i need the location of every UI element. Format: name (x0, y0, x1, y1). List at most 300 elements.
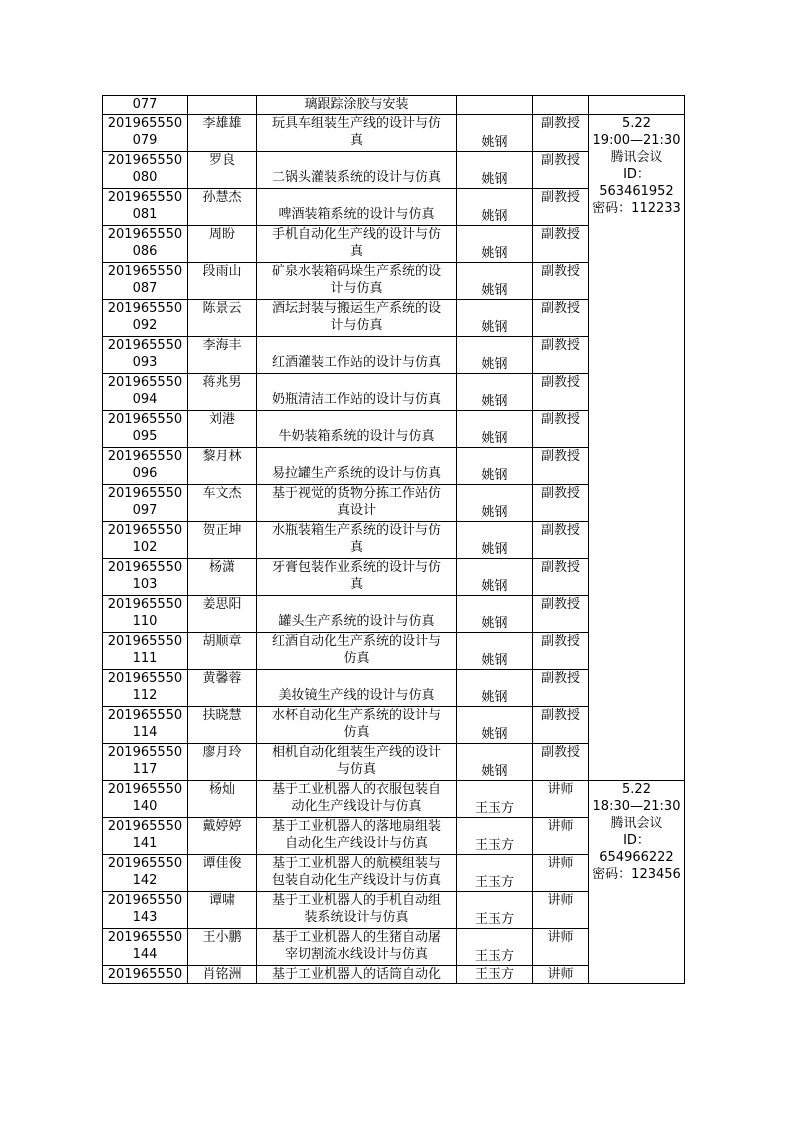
thesis-title-line: 啤酒装箱系统的设计与仿真 (278, 207, 435, 222)
student-id-cell (103, 96, 188, 115)
session-id-label: ID： (623, 833, 650, 848)
advisor-name: 姚钢 (481, 357, 508, 372)
advisor-title-cell (533, 596, 589, 633)
advisor-name: 姚钢 (481, 542, 508, 557)
thesis-title-line: 真 (349, 577, 363, 592)
student-name-cell (188, 670, 257, 707)
advisor-title-cell (533, 263, 589, 300)
thesis-title-cell (257, 485, 457, 522)
student-id-line: 080 (132, 170, 158, 185)
advisor-name: 姚钢 (481, 468, 508, 483)
thesis-title-cell (257, 152, 457, 189)
thesis-title-cell (257, 855, 457, 892)
thesis-title-line: 红酒灌装工作站的设计与仿真 (271, 355, 441, 370)
advisor-cell (457, 707, 533, 744)
student-id-line: 111 (132, 651, 158, 666)
thesis-title-line: 真 (349, 244, 363, 259)
advisor-name: 姚钢 (481, 579, 508, 594)
thesis-title-line: 红酒自动化生产系统的设计与 (271, 634, 441, 649)
student-id-cell (103, 374, 188, 411)
advisor-title-cell (533, 855, 589, 892)
student-name: 谭啸 (208, 893, 235, 908)
thesis-title-line (259, 596, 454, 613)
student-name-cell (188, 522, 257, 559)
thesis-title-cell (257, 596, 457, 633)
thesis-title-cell (257, 966, 457, 984)
advisor-cell (457, 670, 533, 707)
student-name-cell (188, 781, 257, 818)
advisor-title: 副教授 (540, 412, 580, 427)
thesis-title-cell (257, 707, 457, 744)
advisor-title-cell (533, 300, 589, 337)
session-info-cell (589, 781, 685, 984)
advisor-title-cell (533, 707, 589, 744)
student-id-line: 201965550 (107, 819, 183, 834)
advisor-cell (457, 374, 533, 411)
student-id-line: 144 (132, 947, 158, 962)
thesis-title-line: 罐头生产系统的设计与仿真 (278, 614, 435, 629)
thesis-title-line (259, 374, 454, 391)
thesis-title-line (259, 448, 454, 465)
advisor-title-cell (533, 522, 589, 559)
student-id-cell (103, 707, 188, 744)
advisor-name: 姚钢 (481, 283, 508, 298)
advisor-name: 王玉方 (474, 801, 514, 816)
advisor-name: 姚钢 (481, 505, 508, 520)
advisor-name: 王玉方 (474, 949, 514, 964)
student-id-cell (103, 189, 188, 226)
student-id-line: 086 (132, 244, 158, 259)
student-name-cell (188, 226, 257, 263)
advisor-title-cell (533, 485, 589, 522)
student-name-cell (188, 411, 257, 448)
student-name: 扶晓慧 (202, 708, 242, 723)
student-name-cell (188, 596, 257, 633)
advisor-name: 姚钢 (481, 764, 508, 779)
student-id-line: 201965550 (107, 412, 183, 427)
student-name-cell (188, 966, 257, 984)
student-id-cell (103, 300, 188, 337)
thesis-title-cell (257, 411, 457, 448)
student-id-cell (103, 633, 188, 670)
thesis-title-cell (257, 226, 457, 263)
advisor-title-cell (533, 374, 589, 411)
student-name-cell (188, 818, 257, 855)
advisor-title: 副教授 (540, 227, 580, 242)
student-name-cell (188, 448, 257, 485)
advisor-title: 讲师 (547, 856, 574, 871)
session-info-cell (589, 115, 685, 781)
advisor-cell (457, 559, 533, 596)
student-id-cell (103, 559, 188, 596)
student-id-cell (103, 966, 188, 984)
advisor-title: 副教授 (540, 375, 580, 390)
student-id-line: 081 (132, 207, 158, 222)
advisor-cell (457, 633, 533, 670)
thesis-title-line: 计与仿真 (330, 318, 383, 333)
student-id-cell (103, 152, 188, 189)
student-id-line: 140 (132, 799, 158, 814)
student-id-line: 201965550 (107, 116, 183, 131)
student-name-cell (188, 115, 257, 152)
table-row (103, 781, 685, 818)
thesis-title-line: 真 (349, 540, 363, 555)
student-id-line: 097 (132, 503, 158, 518)
advisor-title: 副教授 (540, 745, 580, 760)
thesis-title-line: 手机自动化生产线的设计与仿 (271, 227, 441, 242)
student-id-line: 201965550 (107, 523, 183, 538)
student-id-line: 201965550 (107, 153, 183, 168)
student-id-line: 112 (132, 688, 158, 703)
student-id-cell (103, 448, 188, 485)
student-name-cell (188, 337, 257, 374)
advisor-title: 讲师 (547, 782, 574, 797)
thesis-title-line: 相机自动化组装生产线的设计 (271, 745, 441, 760)
advisor-cell (457, 96, 533, 115)
advisor-title-cell (533, 189, 589, 226)
student-id-line: 201965550 (107, 782, 183, 797)
session-date: 5.22 (622, 116, 651, 131)
advisor-title: 副教授 (540, 523, 580, 538)
student-name: 戴婷婷 (202, 819, 242, 834)
advisor-title-cell (533, 337, 589, 374)
thesis-title-line: 动化生产线设计与仿真 (291, 799, 422, 814)
session-time: 19:00—21:30 (592, 133, 681, 148)
thesis-title-line: 水瓶装箱生产系统的设计与仿 (271, 523, 441, 538)
advisor-name: 王玉方 (474, 967, 514, 982)
student-id-line: 201965550 (107, 338, 183, 353)
student-id-line: 201965550 (107, 745, 183, 760)
advisor-cell (457, 744, 533, 781)
thesis-title-cell (257, 522, 457, 559)
defense-schedule-table (102, 95, 685, 984)
student-id-cell (103, 263, 188, 300)
advisor-name: 王玉方 (474, 912, 514, 927)
schedule-body (103, 96, 685, 984)
student-name: 姜思阳 (202, 597, 242, 612)
student-id-cell (103, 485, 188, 522)
advisor-cell (457, 892, 533, 929)
advisor-title-cell (533, 781, 589, 818)
student-id-line: 142 (132, 873, 158, 888)
thesis-title-cell (257, 670, 457, 707)
student-id-cell (103, 744, 188, 781)
thesis-title-cell (257, 892, 457, 929)
advisor-name: 王玉方 (474, 875, 514, 890)
advisor-title: 副教授 (540, 449, 580, 464)
student-id-line: 201965550 (107, 227, 183, 242)
student-name-cell (188, 707, 257, 744)
thesis-title-cell (257, 263, 457, 300)
session-pwd: 密码：112233 (592, 201, 681, 216)
student-name: 胡顺章 (202, 634, 242, 649)
student-id-line: 087 (132, 281, 158, 296)
advisor-title: 副教授 (540, 190, 580, 205)
student-id-cell (103, 929, 188, 966)
student-name-cell (188, 189, 257, 226)
student-id-cell (103, 855, 188, 892)
student-id-line: 201965550 (107, 634, 183, 649)
student-id-cell (103, 411, 188, 448)
student-id-cell (103, 596, 188, 633)
advisor-title-cell (533, 744, 589, 781)
advisor-title: 副教授 (540, 597, 580, 612)
advisor-name: 姚钢 (481, 431, 508, 446)
thesis-title-cell (257, 929, 457, 966)
thesis-title-cell (257, 300, 457, 337)
thesis-title-line: 包装自动化生产线设计与仿真 (271, 873, 441, 888)
student-id-line: 201965550 (107, 856, 183, 871)
advisor-cell (457, 300, 533, 337)
advisor-title: 副教授 (540, 338, 580, 353)
advisor-name: 姚钢 (481, 727, 508, 742)
advisor-cell (457, 966, 533, 984)
student-id-line: 141 (132, 836, 158, 851)
session-date: 5.22 (622, 782, 651, 797)
thesis-title-line: 基于工业机器人的落地扇组装 (271, 819, 441, 834)
thesis-title-line: 计与仿真 (330, 281, 383, 296)
student-id-line: 094 (132, 392, 158, 407)
student-name: 王小鹏 (202, 930, 242, 945)
student-name-cell (188, 152, 257, 189)
table-row (103, 115, 685, 152)
advisor-title: 副教授 (540, 116, 580, 131)
student-name: 罗良 (208, 153, 235, 168)
thesis-title-line: 装系统设计与仿真 (304, 910, 409, 925)
session-pwd: 密码：123456 (592, 867, 681, 882)
advisor-cell (457, 929, 533, 966)
student-name: 杨灿 (208, 782, 235, 797)
thesis-title-cell (257, 818, 457, 855)
student-id-line: 201965550 (107, 597, 183, 612)
student-id-line: 201965550 (107, 560, 183, 575)
student-name: 李海丰 (202, 338, 242, 353)
student-name-cell (188, 744, 257, 781)
student-name: 段雨山 (202, 264, 242, 279)
thesis-title-line (259, 189, 454, 206)
session-id: 654966222 (599, 850, 674, 865)
advisor-cell (457, 485, 533, 522)
advisor-cell (457, 337, 533, 374)
student-name: 陈景云 (202, 301, 242, 316)
advisor-name: 姚钢 (481, 653, 508, 668)
student-name: 孙慧杰 (202, 190, 242, 205)
student-id-line: 110 (132, 614, 158, 629)
advisor-title: 副教授 (540, 708, 580, 723)
advisor-title: 讲师 (547, 819, 574, 834)
table-row (103, 96, 685, 115)
thesis-title-line: 玩具车组装生产线的设计与仿 (271, 116, 441, 131)
thesis-title-line (259, 337, 454, 354)
student-id-line: 201965550 (107, 930, 183, 945)
student-id-line: 201965550 (107, 671, 183, 686)
advisor-title-cell (533, 670, 589, 707)
student-id-cell (103, 115, 188, 152)
student-name-cell (188, 633, 257, 670)
advisor-cell (457, 115, 533, 152)
advisor-cell (457, 226, 533, 263)
advisor-cell (457, 781, 533, 818)
thesis-title-cell (257, 374, 457, 411)
advisor-title: 副教授 (540, 264, 580, 279)
student-id-cell (103, 670, 188, 707)
advisor-title-cell (533, 96, 589, 115)
student-id-line: 201965550 (107, 449, 183, 464)
advisor-title: 讲师 (547, 930, 574, 945)
student-name-cell (188, 374, 257, 411)
student-id-line: 201965550 (107, 264, 183, 279)
student-name-cell (188, 892, 257, 929)
student-name-cell (188, 485, 257, 522)
advisor-cell (457, 152, 533, 189)
thesis-title-cell (257, 633, 457, 670)
student-id-line: 201965550 (107, 301, 183, 316)
thesis-title-cell (257, 115, 457, 152)
thesis-title-line: 二锅头灌装系统的设计与仿真 (271, 170, 441, 185)
thesis-title-line (259, 152, 454, 169)
student-name: 肖铭洲 (202, 967, 242, 982)
advisor-cell (457, 818, 533, 855)
thesis-title-cell (257, 96, 457, 115)
thesis-title-line: 基于工业机器人的手机自动组 (271, 893, 441, 908)
student-id-line: 093 (132, 355, 158, 370)
student-name-cell (188, 929, 257, 966)
advisor-title: 副教授 (540, 486, 580, 501)
student-id-line: 201965550 (107, 375, 183, 390)
thesis-title-line: 宰切割流水线设计与仿真 (284, 947, 428, 962)
advisor-name: 姚钢 (481, 320, 508, 335)
student-id-line: 201965550 (107, 486, 183, 501)
advisor-title-cell (533, 411, 589, 448)
student-id-line: 143 (132, 910, 158, 925)
session-time: 18:30—21:30 (592, 799, 681, 814)
thesis-title-line: 基于工业机器人的衣服包装自 (271, 782, 441, 797)
thesis-title-line: 基于工业机器人的生猪自动屠 (271, 930, 441, 945)
advisor-cell (457, 522, 533, 559)
thesis-title-line: 基于视觉的货物分拣工作站仿 (271, 486, 441, 501)
student-name: 贺正坤 (202, 523, 242, 538)
student-id-cell (103, 226, 188, 263)
thesis-title-line: 易拉罐生产系统的设计与仿真 (271, 466, 441, 481)
advisor-title-cell (533, 226, 589, 263)
advisor-title: 副教授 (540, 560, 580, 575)
advisor-cell (457, 411, 533, 448)
advisor-title-cell (533, 818, 589, 855)
student-name: 黄馨蓉 (202, 671, 242, 686)
thesis-title-line: 基于工业机器人的航模组装与 (271, 856, 441, 871)
student-id-line: 092 (132, 318, 158, 333)
advisor-title: 副教授 (540, 153, 580, 168)
student-name: 廖月玲 (202, 745, 242, 760)
thesis-title-line: 仿真 (343, 725, 370, 740)
thesis-title-line: 基于工业机器人的话筒自动化 (271, 967, 441, 982)
advisor-name: 姚钢 (481, 172, 508, 187)
thesis-title-line: 奶瓶清洁工作站的设计与仿真 (271, 392, 441, 407)
thesis-title-line: 水杯自动化生产系统的设计与 (271, 708, 441, 723)
advisor-name: 姚钢 (481, 616, 508, 631)
student-id-line: 102 (132, 540, 158, 555)
session-platform: 腾讯会议 (610, 816, 663, 831)
thesis-title-line: 矿泉水装箱码垛生产系统的设 (271, 264, 441, 279)
student-name: 黎月林 (202, 449, 242, 464)
thesis-title-line: 真设计 (336, 503, 376, 518)
thesis-title-line: 牛奶装箱系统的设计与仿真 (278, 429, 435, 444)
thesis-title-line (259, 670, 454, 687)
advisor-name: 姚钢 (481, 394, 508, 409)
student-id-line: 095 (132, 429, 158, 444)
student-id-cell (103, 892, 188, 929)
advisor-title-cell (533, 115, 589, 152)
student-id-line: 077 (132, 97, 158, 112)
advisor-title-cell (533, 633, 589, 670)
advisor-name: 姚钢 (481, 246, 508, 261)
student-id-line: 201965550 (107, 967, 183, 982)
thesis-title-cell (257, 744, 457, 781)
advisor-cell (457, 263, 533, 300)
advisor-title-cell (533, 892, 589, 929)
student-id-line: 201965550 (107, 708, 183, 723)
advisor-title: 讲师 (547, 967, 574, 982)
thesis-title-cell (257, 448, 457, 485)
advisor-title: 讲师 (547, 893, 574, 908)
thesis-title-cell (257, 189, 457, 226)
advisor-cell (457, 855, 533, 892)
student-name-cell (188, 300, 257, 337)
thesis-title-line (259, 411, 454, 428)
student-name-cell (188, 263, 257, 300)
advisor-cell (457, 448, 533, 485)
advisor-cell (457, 596, 533, 633)
student-name-cell (188, 559, 257, 596)
student-id-cell (103, 337, 188, 374)
thesis-title-line: 真 (349, 133, 363, 148)
student-id-line: 096 (132, 466, 158, 481)
student-name: 周盼 (208, 227, 235, 242)
student-name-cell (188, 855, 257, 892)
student-id-line: 079 (132, 133, 158, 148)
session-id-label: ID： (623, 167, 650, 182)
thesis-title-line: 璃跟踪涂胶与安装 (304, 97, 409, 112)
advisor-title-cell (533, 559, 589, 596)
advisor-name: 姚钢 (481, 690, 508, 705)
student-name: 谭佳俊 (202, 856, 242, 871)
thesis-title-line: 牙膏包装作业系统的设计与仿 (271, 560, 441, 575)
advisor-cell (457, 189, 533, 226)
thesis-title-cell (257, 337, 457, 374)
student-name: 李雄雄 (202, 116, 242, 131)
student-id-cell (103, 522, 188, 559)
student-id-line: 103 (132, 577, 158, 592)
student-id-line: 114 (132, 725, 158, 740)
thesis-title-cell (257, 781, 457, 818)
advisor-title-cell (533, 448, 589, 485)
student-id-line: 201965550 (107, 893, 183, 908)
student-name: 车文杰 (202, 486, 242, 501)
student-id-line: 201965550 (107, 190, 183, 205)
advisor-title-cell (533, 966, 589, 984)
advisor-title-cell (533, 152, 589, 189)
advisor-name: 姚钢 (481, 135, 508, 150)
session-platform: 腾讯会议 (610, 150, 663, 165)
student-name: 蒋兆男 (202, 375, 242, 390)
advisor-name: 王玉方 (474, 838, 514, 853)
thesis-title-cell (257, 559, 457, 596)
thesis-title-line: 美妆镜生产线的设计与仿真 (278, 688, 435, 703)
thesis-title-line: 与仿真 (336, 762, 376, 777)
session-cell-empty (589, 96, 685, 115)
student-name: 杨潇 (208, 560, 235, 575)
advisor-title: 副教授 (540, 634, 580, 649)
